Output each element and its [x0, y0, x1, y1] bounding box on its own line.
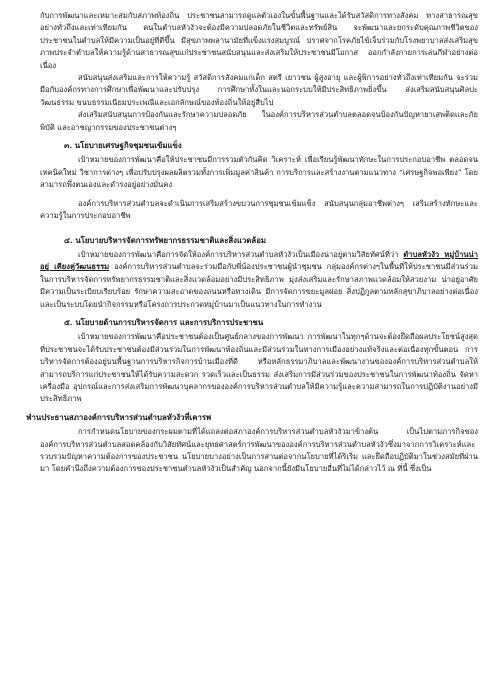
paragraph-social-support: สนับสนุนส่งเสริมและการให้ความรู้ สวัสดิการสังคมแก่เด็ก สตรี เยาวชน ผู้สูงอายุ และผู้พิการอย่างทั่วถึงเท่าเทียมกัน จะร่วมมือกับองค์กรทางการศึกษาเพื่อพัฒนาและปรับปรุง การศึกษาทั้งในและนอกระบบให้มีประสิทธิภาพยิ่งขึ้น ส่งเสริมสนับสนุนศิลปะ วัฒนธรรม ขนบธรรมเนียมประเพณีและเอกลักษณ์ของท้องถิ่นให้อยู่สืบไป [40, 73, 478, 107]
paragraph-management: เป้าหมายของการพัฒนาคือประชาชนต้องเป็นศูนย์กลางของการพัฒนา การพัฒนาในทุกๆด้านจะต้องยึดถือผลประโยชน์สูงสุดที่ประชาชนจะได้รับประชาชนต้องมีส่วนร่วมในการพัฒนาท้องถิ่นและมีส่วนร่วมในทางการเมืองอย่างแท้จริงและต่อเนื่องทุกขั้นตอน การบริหารจัดการต้องอยู่บนพื้นฐานการบริหารกิจการบ้านเมืองที่ดี หรือหลักธรรมาภิบาลและพัฒนางานขององค์การบริหารส่วนตำบลให้สามารถบริการแก่ประชาชนให้ได้รับความสะดวก รวดเร็วและเป็นธรรม ส่งเสริมการมีส่วนร่วมของประชาชนในการพัฒนาท้องถิ่น จัดหาเครื่องมือ อุปกรณ์และการส่งเสริมการพัฒนาบุคลากรขององค์การบริหารส่วนตำบลให้มีความรู้และความสามารถในการปฏิบัติงานอย่างมีประสิทธิภาพ [40, 332, 478, 404]
paragraph-conclusion: การกำหนดนโยบายของกระผมตามที่ได้แถลงต่อสภาองค์การบริหารส่วนตำบลหัวงัวมาข้างต้น เป็นไปตามภารกิจขององค์การบริหารส่วนตำบลสอดคล้องกับวิสัยทัศน์และยุทธศาสตร์การพัฒนาขององค์การบริหารส่วนตำบลหัวงัวซึ่งมาจากการวิเคราะห์และรวบรวมปัญหาความต้องการของประชาชน นโยบายบางอย่างเป็นการสานต่อจากนโยบายที่ได้ริเริ่ม และยึดถือปฏิบัติมาในช่วงสมัยที่ผ่านมา โดยคำนึงถึงความต้องการของประชาชนตำบลหัวงัวเป็นสำคัญ นอกจากนี้ยังมีนโยบายอื่นที่ไม่ได้กล่าวไว้ ณ ที่นี้ ซึ่งเป็น [40, 427, 478, 474]
paragraph-economy-action: องค์การบริหารส่วนตำบลจะดำเนินการเสริมสร้างขบวนการชุมชนเข้มแข็ง สนับสนุนกลุ่มอาชีพต่างๆ เสริมสร้างทักษะและความรู้ในการประกอบอาชีพ [40, 198, 478, 221]
vision-statement: ตำบลหัวงัว หมู่บ้านน่าอยู่ เคียงคู่วัฒนธรรม [40, 249, 478, 272]
heading-environment-policy: ๔. นโยบายบริหารจัดการทรัพยากรธรรมชาติและสิ่งแวดล้อม [64, 235, 267, 245]
heading-address-council-president: ฟ่านประธานสภาองค์การบริหารส่วนตำบลหัวงัวที่เคารพ [26, 412, 212, 422]
paragraph-environment [40, 249, 478, 311]
heading-economy-policy: ๓. นโยบายเศรษฐกิจชุมชนเข้มแข็ง [64, 141, 182, 151]
environment-detail-text: องค์การบริหารส่วนตำบลจะร่วมมือกับพี่น้องประชาชนผู้นำชุมชน กลุ่มองค์กรต่างๆในพื้นที่ให้ประชาชนมีส่วนร่วมในการบริหารจัดการทรัพยากรธรรมชาติและสิ่งแวดล้อมอย่างมีประสิทธิภาพ มุ่งส่งเสริมและรักษาสภาพแวดล้อมให้สวยงาม น่าอยู่อาศัย มีความเป็นระเบียบเรียบร้อย รักษาความสะอาดของถนนหรือทางเดิน มีการจัดการขยะมูลฝอย สิ่งปฏิกูลตามหลักสุขาภิบาลอย่างต่อเนื่องและเป็นระบบโดยนำกิจกรรมหรือโครงการประกวดหมู่บ้านมาเป็นแนวทางในการทำงาน [40, 262, 479, 309]
paragraph-welfare: กับการพัฒนาและเหมาะสมกับสภาพท้องถิ่น ประชาชนสามารถดูแลตัวเองในขั้นพื้นฐานและได้รับสวัสดิการทางสังคม ทางสาธารณสุขอย่างทั่วถึงและเท่าเทียมกัน คนในตำบลหัวงัวจะต้องมีความปลอดภัยในชีวิตและทรัพย์สิน จะพัฒนาและยกระดับคุณภาพชีวิตของประชาชนในตำบลให้มีความเป็นอยู่ที่ดีขึ้น มีสุขภาพพลานามัยที่แข็งแรงสมบูรณ์ ปราศจากโรคภัยไข้เจ็บร่วมกับโรงพยาบาลส่งเสริมสุขภาพประจำตำบลให้ความรู้ด้านสาธารณสุขแก่ประชาชนสนับสนุนและส่งเสริมให้ประชาชนมีโอกาส ออกกำลังกายการเล่นกีฬาอย่างต่อเนื่อง [40, 11, 478, 70]
environment-goal-text: เป้าหมายของการพัฒนาคือการจัดให้องค์การบริหารส่วนตำบลหัวงัวเป็นเมืองน่าอยู่ตามวิสัยทัศน์ที่ว่า [78, 249, 399, 259]
paragraph-economy-goal: เป้าหมายของการพัฒนาคือให้ประชาชนมีการรวมตัวกันคิด วิเคราะห์ เพื่อเรียนรู้พัฒนาทักษะในการประกอบอาชีพ ตลอดจนเทคนิคใหม่ วิชาการต่างๆ เพื่อปรับปรุงผลผลิตรวมทั้งการเพิ่มมูลค่าสินค้า การบริการและสร้างงานตามแนวทาง “เศรษฐกิจพอเพียง” โดยสามารถพึ่งตนเองและดำรงอยู่อย่างมั่นคง [40, 155, 478, 190]
paragraph-safety: ส่งเสริมสนับสนุนการป้องกันและรักษาความปลอดภัย ในองค์การบริหารส่วนตำบลตลอดจนป้องกันปัญหายาเสพติดและภัยพิบัติ และอาชญากรรมของประชาชนต่างๆ [40, 110, 478, 132]
heading-management-policy: ๕. นโยบายด้านการบริหารจัดการ และการบริการประชาชน [64, 317, 264, 327]
